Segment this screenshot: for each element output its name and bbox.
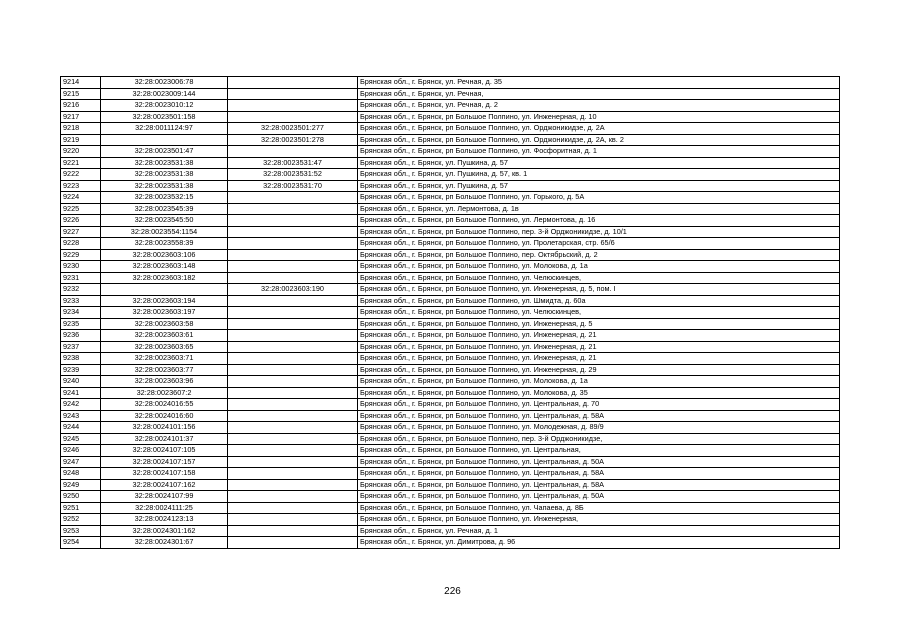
table-row bbox=[61, 456, 840, 468]
address-cell: Брянская обл., г. Брянск, ул. Димитрова, д. 96 bbox=[358, 537, 840, 549]
cadastral-number-cell: 32:28:0023603:65 bbox=[101, 341, 228, 353]
address-cell: Брянская обл., г. Брянск, рп Большое Полпино, ул. Лермонтова, д. 16 bbox=[358, 215, 840, 227]
address-cell: Брянская обл., г. Брянск, ул. Речная, д. 35 bbox=[358, 77, 840, 89]
row-number-cell: 9218 bbox=[61, 123, 101, 135]
related-cadastral-number-cell bbox=[228, 295, 358, 307]
row-number-cell: 9219 bbox=[61, 134, 101, 146]
related-cadastral-number-cell bbox=[228, 479, 358, 491]
row-number-cell: 9221 bbox=[61, 157, 101, 169]
table-row bbox=[61, 157, 840, 169]
related-cadastral-number-cell bbox=[228, 387, 358, 399]
table-row bbox=[61, 330, 840, 342]
address-cell: Брянская обл., г. Брянск, рп Большое Полпино, ул. Инженерная, д. 21 bbox=[358, 341, 840, 353]
table-row bbox=[61, 180, 840, 192]
address-cell: Брянская обл., г. Брянск, рп Большое Полпино, ул. Орджоникидзе, д. 2А, кв. 2 bbox=[358, 134, 840, 146]
row-number-cell: 9228 bbox=[61, 238, 101, 250]
related-cadastral-number-cell bbox=[228, 330, 358, 342]
table-row bbox=[61, 261, 840, 273]
table-row bbox=[61, 353, 840, 365]
cadastral-number-cell: 32:28:0023603:106 bbox=[101, 249, 228, 261]
row-number-cell: 9253 bbox=[61, 525, 101, 537]
address-cell: Брянская обл., г. Брянск, ул. Пушкина, д. 57 bbox=[358, 157, 840, 169]
related-cadastral-number-cell bbox=[228, 445, 358, 457]
cadastral-number-cell: 32:28:0024111:25 bbox=[101, 502, 228, 514]
row-number-cell: 9249 bbox=[61, 479, 101, 491]
row-number-cell: 9214 bbox=[61, 77, 101, 89]
related-cadastral-number-cell bbox=[228, 456, 358, 468]
cadastral-number-cell: 32:28:0024107:99 bbox=[101, 491, 228, 503]
related-cadastral-number-cell bbox=[228, 307, 358, 319]
row-number-cell: 9254 bbox=[61, 537, 101, 549]
cadastral-number-cell: 32:28:0023531:38 bbox=[101, 180, 228, 192]
cadastral-number-cell: 32:28:0023607:2 bbox=[101, 387, 228, 399]
row-number-cell: 9247 bbox=[61, 456, 101, 468]
related-cadastral-number-cell bbox=[228, 433, 358, 445]
table-row bbox=[61, 192, 840, 204]
cadastral-number-cell: 32:28:0023603:194 bbox=[101, 295, 228, 307]
related-cadastral-number-cell: 32:28:0023501:277 bbox=[228, 123, 358, 135]
address-cell: Брянская обл., г. Брянск, рп Большое Полпино, пер. Октябрьский, д. 2 bbox=[358, 249, 840, 261]
cadastral-number-cell: 32:28:0023603:148 bbox=[101, 261, 228, 273]
related-cadastral-number-cell bbox=[228, 318, 358, 330]
address-cell: Брянская обл., г. Брянск, рп Большое Полпино, ул. Инженерная, д. 21 bbox=[358, 353, 840, 365]
cadastral-number-cell: 32:28:0024107:157 bbox=[101, 456, 228, 468]
row-number-cell: 9231 bbox=[61, 272, 101, 284]
table-row bbox=[61, 284, 840, 296]
related-cadastral-number-cell bbox=[228, 192, 358, 204]
address-cell: Брянская обл., г. Брянск, ул. Речная, bbox=[358, 88, 840, 100]
table-row bbox=[61, 249, 840, 261]
related-cadastral-number-cell bbox=[228, 491, 358, 503]
related-cadastral-number-cell: 32:28:0023531:47 bbox=[228, 157, 358, 169]
cadastral-number-cell: 32:28:0023501:47 bbox=[101, 146, 228, 158]
table-row bbox=[61, 238, 840, 250]
table-row bbox=[61, 376, 840, 388]
address-cell: Брянская обл., г. Брянск, рп Большое Полпино, ул. Шмидта, д. 60а bbox=[358, 295, 840, 307]
row-number-cell: 9239 bbox=[61, 364, 101, 376]
table-row bbox=[61, 502, 840, 514]
cadastral-number-cell: 32:28:0024123:13 bbox=[101, 514, 228, 526]
row-number-cell: 9248 bbox=[61, 468, 101, 480]
row-number-cell: 9229 bbox=[61, 249, 101, 261]
row-number-cell: 9222 bbox=[61, 169, 101, 181]
cadastral-number-cell: 32:28:0023558:39 bbox=[101, 238, 228, 250]
row-number-cell: 9230 bbox=[61, 261, 101, 273]
table-row bbox=[61, 422, 840, 434]
cadastral-number-cell: 32:28:0023603:77 bbox=[101, 364, 228, 376]
related-cadastral-number-cell bbox=[228, 376, 358, 388]
related-cadastral-number-cell bbox=[228, 422, 358, 434]
related-cadastral-number-cell bbox=[228, 88, 358, 100]
address-cell: Брянская обл., г. Брянск, рп Большое Полпино, ул. Центральная, д. 70 bbox=[358, 399, 840, 411]
cadastral-number-cell: 32:28:0023531:38 bbox=[101, 157, 228, 169]
address-cell: Брянская обл., г. Брянск, рп Большое Полпино, ул. Центральная, д. 58А bbox=[358, 468, 840, 480]
table-row bbox=[61, 318, 840, 330]
table-row bbox=[61, 203, 840, 215]
table-row bbox=[61, 491, 840, 503]
related-cadastral-number-cell bbox=[228, 525, 358, 537]
address-cell: Брянская обл., г. Брянск, рп Большое Полпино, ул. Молокова, д. 1а bbox=[358, 376, 840, 388]
row-number-cell: 9238 bbox=[61, 353, 101, 365]
cadastral-number-cell: 32:28:0023603:71 bbox=[101, 353, 228, 365]
row-number-cell: 9246 bbox=[61, 445, 101, 457]
cadastral-number-cell: 32:28:0023545:39 bbox=[101, 203, 228, 215]
row-number-cell: 9242 bbox=[61, 399, 101, 411]
related-cadastral-number-cell bbox=[228, 203, 358, 215]
related-cadastral-number-cell bbox=[228, 537, 358, 549]
address-cell: Брянская обл., г. Брянск, рп Большое Полпино, ул. Центральная, д. 50А bbox=[358, 456, 840, 468]
table-row bbox=[61, 387, 840, 399]
related-cadastral-number-cell: 32:28:0023603:190 bbox=[228, 284, 358, 296]
table-row bbox=[61, 169, 840, 181]
related-cadastral-number-cell bbox=[228, 410, 358, 422]
related-cadastral-number-cell: 32:28:0023531:70 bbox=[228, 180, 358, 192]
row-number-cell: 9236 bbox=[61, 330, 101, 342]
address-cell: Брянская обл., г. Брянск, рп Большое Полпино, ул. Молокова, д. 35 bbox=[358, 387, 840, 399]
table-row bbox=[61, 77, 840, 89]
cadastral-number-cell bbox=[101, 134, 228, 146]
related-cadastral-number-cell bbox=[228, 502, 358, 514]
table-row bbox=[61, 146, 840, 158]
table-row bbox=[61, 468, 840, 480]
row-number-cell: 9233 bbox=[61, 295, 101, 307]
address-cell: Брянская обл., г. Брянск, рп Большое Полпино, ул. Инженерная, д. 5 bbox=[358, 318, 840, 330]
address-cell: Брянская обл., г. Брянск, рп Большое Полпино, ул. Инженерная, д. 21 bbox=[358, 330, 840, 342]
cadastral-number-cell: 32:28:0024016:60 bbox=[101, 410, 228, 422]
related-cadastral-number-cell: 32:28:0023501:278 bbox=[228, 134, 358, 146]
cadastral-number-cell: 32:28:0023531:38 bbox=[101, 169, 228, 181]
address-cell: Брянская обл., г. Брянск, рп Большое Полпино, ул. Инженерная, д. 5, пом. I bbox=[358, 284, 840, 296]
cadastral-number-cell: 32:28:0023603:61 bbox=[101, 330, 228, 342]
row-number-cell: 9235 bbox=[61, 318, 101, 330]
row-number-cell: 9226 bbox=[61, 215, 101, 227]
related-cadastral-number-cell bbox=[228, 249, 358, 261]
related-cadastral-number-cell bbox=[228, 100, 358, 112]
cadastral-number-cell: 32:28:0023006:78 bbox=[101, 77, 228, 89]
row-number-cell: 9240 bbox=[61, 376, 101, 388]
table-row bbox=[61, 215, 840, 227]
address-cell: Брянская обл., г. Брянск, рп Большое Полпино, ул. Фосфоритная, д. 1 bbox=[358, 146, 840, 158]
related-cadastral-number-cell bbox=[228, 341, 358, 353]
table-row bbox=[61, 364, 840, 376]
cadastral-number-cell bbox=[101, 284, 228, 296]
row-number-cell: 9252 bbox=[61, 514, 101, 526]
cadastral-number-cell: 32:28:0023009:144 bbox=[101, 88, 228, 100]
row-number-cell: 9217 bbox=[61, 111, 101, 123]
table-row bbox=[61, 123, 840, 135]
address-cell: Брянская обл., г. Брянск, ул. Речная, д. 2 bbox=[358, 100, 840, 112]
table-row bbox=[61, 410, 840, 422]
related-cadastral-number-cell bbox=[228, 146, 358, 158]
cadastral-number-cell: 32:28:0023603:182 bbox=[101, 272, 228, 284]
row-number-cell: 9220 bbox=[61, 146, 101, 158]
table-row bbox=[61, 134, 840, 146]
cadastral-number-cell: 32:28:0023532:15 bbox=[101, 192, 228, 204]
table-row bbox=[61, 295, 840, 307]
row-number-cell: 9243 bbox=[61, 410, 101, 422]
row-number-cell: 9244 bbox=[61, 422, 101, 434]
related-cadastral-number-cell bbox=[228, 468, 358, 480]
cadastral-number-cell: 32:28:0024101:156 bbox=[101, 422, 228, 434]
cadastral-number-cell: 32:28:0023603:197 bbox=[101, 307, 228, 319]
row-number-cell: 9250 bbox=[61, 491, 101, 503]
cadastral-number-cell: 32:28:0023603:58 bbox=[101, 318, 228, 330]
table-row bbox=[61, 399, 840, 411]
cadastral-number-cell: 32:28:0024107:105 bbox=[101, 445, 228, 457]
cadastral-number-cell: 32:28:0023545:50 bbox=[101, 215, 228, 227]
page-number: 226 bbox=[444, 586, 461, 597]
related-cadastral-number-cell bbox=[228, 77, 358, 89]
table-row bbox=[61, 341, 840, 353]
cadastral-number-cell: 32:28:0011124:97 bbox=[101, 123, 228, 135]
table-row bbox=[61, 272, 840, 284]
address-cell: Брянская обл., г. Брянск, рп Большое Полпино, ул. Молокова, д. 1а bbox=[358, 261, 840, 273]
register-table-body bbox=[61, 77, 840, 549]
row-number-cell: 9237 bbox=[61, 341, 101, 353]
address-cell: Брянская обл., г. Брянск, ул. Пушкина, д. 57 bbox=[358, 180, 840, 192]
cadastral-number-cell: 32:28:0024016:55 bbox=[101, 399, 228, 411]
address-cell: Брянская обл., г. Брянск, рп Большое Полпино, ул. Пролетарская, стр. 65/6 bbox=[358, 238, 840, 250]
related-cadastral-number-cell bbox=[228, 261, 358, 273]
address-cell: Брянская обл., г. Брянск, рп Большое Полпино, ул. Центральная, bbox=[358, 445, 840, 457]
cadastral-number-cell: 32:28:0024107:158 bbox=[101, 468, 228, 480]
cadastral-number-cell: 32:28:0023010:12 bbox=[101, 100, 228, 112]
row-number-cell: 9227 bbox=[61, 226, 101, 238]
row-number-cell: 9216 bbox=[61, 100, 101, 112]
row-number-cell: 9234 bbox=[61, 307, 101, 319]
address-cell: Брянская обл., г. Брянск, рп Большое Полпино, ул. Орджоникидзе, д. 2А bbox=[358, 123, 840, 135]
table-row bbox=[61, 537, 840, 549]
row-number-cell: 9223 bbox=[61, 180, 101, 192]
address-cell: Брянская обл., г. Брянск, рп Большое Полпино, ул. Горького, д. 5А bbox=[358, 192, 840, 204]
row-number-cell: 9241 bbox=[61, 387, 101, 399]
cadastral-number-cell: 32:28:0024301:67 bbox=[101, 537, 228, 549]
related-cadastral-number-cell: 32:28:0023531:52 bbox=[228, 169, 358, 181]
address-cell: Брянская обл., г. Брянск, ул. Пушкина, д. 57, кв. 1 bbox=[358, 169, 840, 181]
table-row bbox=[61, 111, 840, 123]
related-cadastral-number-cell bbox=[228, 238, 358, 250]
address-cell: Брянская обл., г. Брянск, рп Большое Полпино, пер. 3-й Орджоникидзе, bbox=[358, 433, 840, 445]
cadastral-number-cell: 32:28:0024107:162 bbox=[101, 479, 228, 491]
address-cell: Брянская обл., г. Брянск, рп Большое Полпино, ул. Челюскинцев, bbox=[358, 272, 840, 284]
table-row bbox=[61, 88, 840, 100]
address-cell: Брянская обл., г. Брянск, рп Большое Полпино, ул. Центральная, д. 58А bbox=[358, 479, 840, 491]
row-number-cell: 9225 bbox=[61, 203, 101, 215]
cadastral-number-cell: 32:28:0024101:37 bbox=[101, 433, 228, 445]
address-cell: Брянская обл., г. Брянск, рп Большое Полпино, ул. Молодежная, д. 89/9 bbox=[358, 422, 840, 434]
address-cell: Брянская обл., г. Брянск, рп Большое Полпино, ул. Инженерная, bbox=[358, 514, 840, 526]
table-row bbox=[61, 479, 840, 491]
address-cell: Брянская обл., г. Брянск, ул. Лермонтова, д. 1в bbox=[358, 203, 840, 215]
table-row bbox=[61, 433, 840, 445]
address-cell: Брянская обл., г. Брянск, рп Большое Полпино, ул. Челюскинцев, bbox=[358, 307, 840, 319]
table-row bbox=[61, 514, 840, 526]
cadastral-number-cell: 32:28:0023554:1154 bbox=[101, 226, 228, 238]
address-cell: Брянская обл., г. Брянск, рп Большое Полпино, ул. Инженерная, д. 10 bbox=[358, 111, 840, 123]
related-cadastral-number-cell bbox=[228, 226, 358, 238]
table-row bbox=[61, 445, 840, 457]
related-cadastral-number-cell bbox=[228, 215, 358, 227]
address-cell: Брянская обл., г. Брянск, рп Большое Полпино, ул. Центральная, д. 50А bbox=[358, 491, 840, 503]
table-row bbox=[61, 307, 840, 319]
address-cell: Брянская обл., г. Брянск, рп Большое Полпино, пер. 3-й Орджоникидзе, д. 10/1 bbox=[358, 226, 840, 238]
register-table bbox=[60, 76, 840, 549]
row-number-cell: 9251 bbox=[61, 502, 101, 514]
cadastral-number-cell: 32:28:0024301:162 bbox=[101, 525, 228, 537]
address-cell: Брянская обл., г. Брянск, рп Большое Полпино, ул. Центральная, д. 58А bbox=[358, 410, 840, 422]
table-row bbox=[61, 100, 840, 112]
related-cadastral-number-cell bbox=[228, 364, 358, 376]
row-number-cell: 9224 bbox=[61, 192, 101, 204]
address-cell: Брянская обл., г. Брянск, рп Большое Полпино, ул. Чапаева, д. 8Б bbox=[358, 502, 840, 514]
related-cadastral-number-cell bbox=[228, 272, 358, 284]
row-number-cell: 9245 bbox=[61, 433, 101, 445]
cadastral-number-cell: 32:28:0023501:158 bbox=[101, 111, 228, 123]
table-row bbox=[61, 226, 840, 238]
cadastral-number-cell: 32:28:0023603:96 bbox=[101, 376, 228, 388]
address-cell: Брянская обл., г. Брянск, рп Большое Полпино, ул. Инженерная, д. 29 bbox=[358, 364, 840, 376]
row-number-cell: 9215 bbox=[61, 88, 101, 100]
row-number-cell: 9232 bbox=[61, 284, 101, 296]
related-cadastral-number-cell bbox=[228, 399, 358, 411]
table-row bbox=[61, 525, 840, 537]
related-cadastral-number-cell bbox=[228, 353, 358, 365]
related-cadastral-number-cell bbox=[228, 514, 358, 526]
related-cadastral-number-cell bbox=[228, 111, 358, 123]
address-cell: Брянская обл., г. Брянск, ул. Речная, д. 1 bbox=[358, 525, 840, 537]
